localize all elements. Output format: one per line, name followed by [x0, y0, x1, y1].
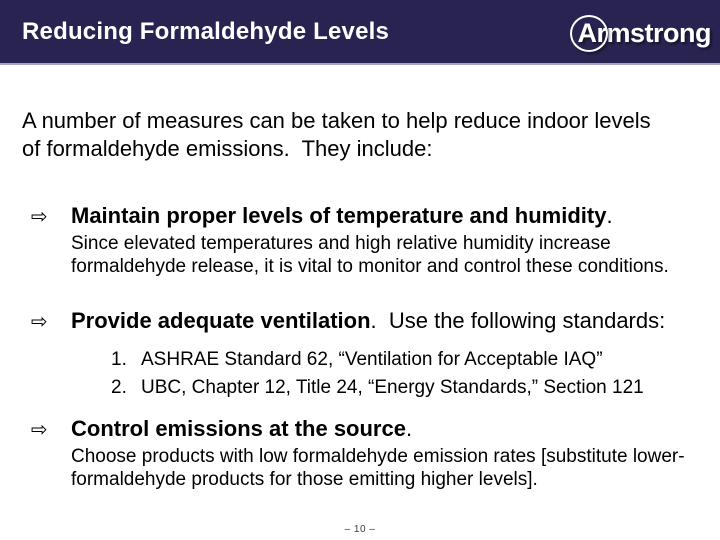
bullet-maintain-temperature — [22, 203, 692, 278]
bullet-body-text: Since elevated temperatures and high relative humidity increase formaldehyde release, it is vital to monitor and control these conditions. — [71, 233, 669, 277]
armstrong-logo — [571, 17, 711, 49]
logo-circle-icon — [570, 15, 608, 52]
bullet-content — [71, 203, 692, 278]
bullet-heading — [71, 308, 692, 334]
page-title: Reducing Formaldehyde Levels — [22, 17, 390, 45]
bullet-heading-bold: Control emissions at the source — [71, 416, 406, 441]
list-item-number: 2. — [111, 377, 127, 398]
slide-footer — [0, 519, 720, 537]
page-number: – 10 – — [344, 524, 376, 535]
list-item-number: 1. — [111, 349, 127, 370]
bullet-heading — [71, 203, 692, 229]
bullet-heading-bold: Maintain proper levels of temperature and humidity — [71, 203, 607, 228]
bullet-heading — [71, 416, 692, 442]
slide-content — [0, 65, 720, 491]
bullet-heading-suffix: . Use the following standards: — [370, 308, 666, 333]
bullet-control-emissions — [22, 416, 692, 491]
intro-text: A number of measures can be taken to help reduce indoor levels of formaldehyde emissions. They include: — [22, 108, 657, 161]
logo-text: Armstrong — [571, 18, 711, 49]
list-item-text: ASHRAE Standard 62, “Ventilation for Acceptable IAQ” — [141, 349, 603, 370]
arrow-bullet-icon: ⇨ — [31, 204, 48, 228]
bullet-content — [71, 416, 692, 491]
bullet-content — [71, 308, 692, 402]
bullet-heading-suffix: . — [606, 203, 613, 228]
arrow-bullet-icon: ⇨ — [31, 417, 48, 441]
bullet-heading-bold: Provide adequate ventilation — [71, 308, 371, 333]
bullet-ventilation — [22, 308, 692, 402]
list-item — [71, 374, 692, 402]
list-item-text: UBC, Chapter 12, Title 24, “Energy Standards,” Section 121 — [141, 377, 644, 398]
standards-list — [71, 346, 692, 402]
list-item — [71, 346, 692, 374]
slide-header — [0, 0, 720, 65]
arrow-bullet-icon: ⇨ — [31, 309, 48, 333]
bullet-body-text: Choose products with low formaldehyde emission rates [substitute lower-formaldehyde products for those emitting higher levels]. — [71, 446, 685, 490]
bullet-heading-suffix: . — [405, 416, 413, 441]
